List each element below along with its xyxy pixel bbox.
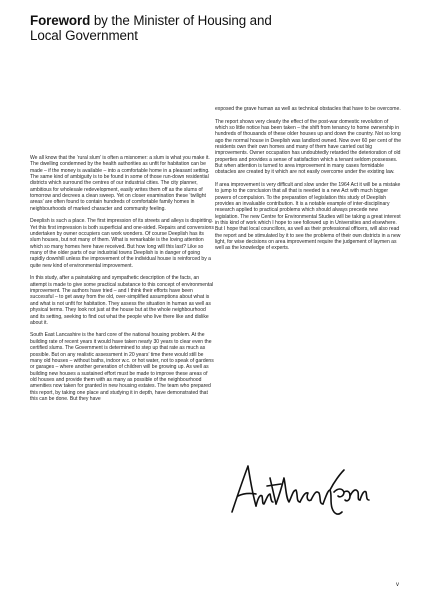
paragraph: We all know that the ‘rural slum’ is often a misnomer: a slum is what you make it. The dwelling condemned by the health authorities as unfit for habitation can be made – if the money is available – into a comfortable home in a pleasant setting. The same kind of ambiguity is to be found in some of those run-down residential districts which surround the centres of our industrial cities. The city planner, ambitious for wholesale redevelopment, easily writes them off as the slums of tomorrow and decrees a clean sweep. Yet on closer examination these ‘twilight areas’ are often found to contain hundreds of comfortable family homes in neighbourhoods of marked character and community feeling. [30,155,210,212]
signature [226,460,376,518]
title-bold: Foreword [30,13,91,28]
left-column [30,155,215,409]
paragraph: The report shows very clearly the effect of the post-war domestic revolution of which so little notice has been taken – the shift from tenancy to home ownership in hundreds of thousands of these older houses up and down the country. Not so long ago the normal house in Deeplish was landlord owned. Now over 60 per cent of the residents own their own homes and many of them have carried out big improvements. Owner occupation has undoubtedly retarded the deterioration of old properties and provides a sense of satisfaction which a tenant seldom possesses. But when attention is turned to area improvement in many cases formidable obstacles are created by it which are not easily overcome under the existing law. [215,118,402,176]
page-number: v [396,582,399,588]
paragraph: exposed the grave human as well as technical obstacles that have to be overcome. [215,106,401,112]
page-title [30,13,400,43]
paragraph: In this study, after a painstaking and sympathetic description of the facts, an attempt is made to give some practical substance to this concept of environmental improvement. The authors have tried – and I think their efforts have been successful – to get away from the old, over-simplified assumptions about what is and what is not unfit for habitation. They assess the situation in human as well as physical terms. They look not just at the house but at the whole neighbourhood and its setting, seeking to find out what the people who live there like and dislike about it. [30,275,214,326]
paragraph: If area improvement is very difficult and slow under the 1964 Act it will be a mistake to jump to the conclusion that all that is needed is a new Act with much bigger powers of compulsion. To the preparation of legislation this study of Deeplish provides an invaluable contribution. It is a notable example of inter-disciplinary research applied to practical problems which should always precede new legislation. The new Centre for Environmental Studies will be taking a great interest in this kind of work which I hope to see followed up in Universities and elsewhere. But I hope that local councillors, as well as their professional officers, will also read the report and be stimulated by it to see the problems of their own districts in a new light, for wise decisions on area improvement require the judgement of laymen as well as the knowledge of experts. [215,182,401,252]
title-rest-line1: by the Minister of Housing and [90,13,272,28]
title-rest-line2: Local Government [30,28,138,43]
paragraph: South East Lancashire is the hard core of the national housing problem. At the building rate of recent years it would have taken nearly 30 years to clear even the certified slums. The Government is determined to step up that rate as much as possible. But on any realistic assessment in 20 years’ time there would still be many old houses – without baths, indoor w.c. or hot water, not to speak of gardens or garages – where another generation of children will be growing up. As well as building new houses a sustained effort must be made to improve these areas of old houses and provide them with as many as possible of the neighbourhood amenities now taken for granted in new housing estates. The team who prepared this report, by taking one place and studying it in depth, have demonstrated that this can be done. But they have [30,332,214,402]
paragraph: Deeplish is such a place. The first impression of its streets and alleys is dispiriting. Yet this first impression is both superficial and one-sided. Repairs and conversions undertaken by owner occupiers can work wonders. Of course Deeplish has its slum houses, but not many of them. What is remarkable is the loving attention which so many homes here have received. But how long will this last? Like so many of the older parts of our industrial towns Deeplish is in danger of going rapidly downhill unless the improvement of the individual house is reinforced by a quite new kind of environmental improvement. [30,218,214,269]
right-column [215,106,401,258]
